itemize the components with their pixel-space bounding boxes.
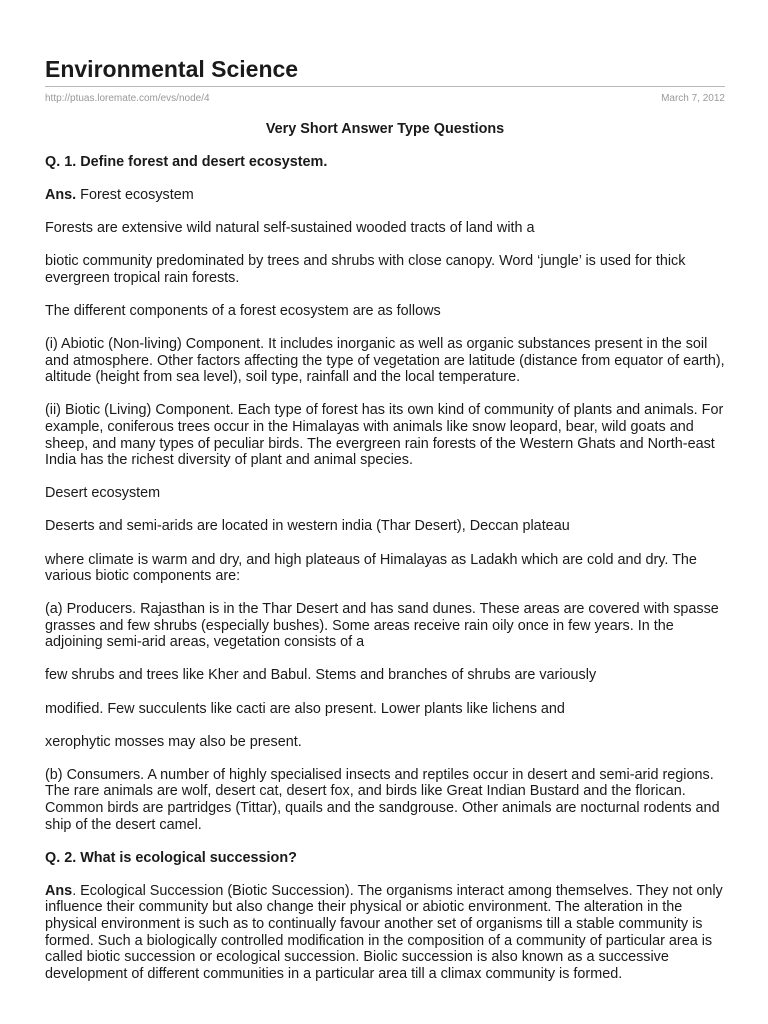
paragraph-desert-succulents: modified. Few succulents like cacti are also present. Lower plants like lichens and [45,700,565,717]
header-divider [45,86,725,87]
answer-2 [45,883,725,983]
paragraph-desert-producers: (a) Producers. Rajasthan is in the Thar Desert and has sand dunes. These areas are covered with spasse grasses and few shrubs (especially bushes). Some areas receive rain oily once in few years. In the adjoining semi-arid areas, vegetation consists of a [45,601,719,651]
paragraph-forest-definition: Forests are extensive wild natural self-sustained wooded tracts of land with a [45,220,535,237]
question-1: Q. 1. Define forest and desert ecosystem. [45,154,328,171]
answer-label: Ans [45,882,73,899]
document-date: March 7, 2012 [661,93,725,104]
paragraph-desert-heading: Desert ecosystem [45,485,161,502]
paragraph-forest-community: biotic community predominated by trees and shrubs with close canopy. Word ‘jungle’ is used for thick evergreen tropical rain forests. [45,253,686,286]
paragraph-desert-consumers: (b) Consumers. A number of highly specialised insects and reptiles occur in desert and semi-arid regions. The rare animals are wolf, desert cat, desert fox, and birds like Great Indian Bustard and the florican. Common birds are partridges (Tittar), quails and the sandgrouse. Other animals are nocturnal rodents and ship of the desert camel. [45,766,720,833]
answer-label: Ans. [45,187,77,204]
paragraph-desert-climate: where climate is warm and dry, and high plateaus of Himalayas as Ladakh which are cold and dry. The various biotic components are: [45,551,697,585]
paragraph-forest-abiotic: (i) Abiotic (Non-living) Component. It includes inorganic as well as organic substances present in the soil and atmosphere. Other factors affecting the type of vegetation are latitude (distance from equator of earth), altitude (height from sea level), soil type, rainfall and the local temperature. [45,336,725,386]
document-title: Environmental Science [45,56,299,82]
paragraph-desert-location: Deserts and semi-arids are located in western india (Thar Desert), Deccan plateau [45,518,570,535]
source-url: http://ptuas.loremate.com/evs/node/4 [45,93,210,104]
paragraph-forest-biotic: (ii) Biotic (Living) Component. Each type of forest has its own kind of community of plants and animals. For example, coniferous trees occur in the Himalayas with animals like snow leopard, bear, wild goats and sheep, and many types of peculiar birds. The evergreen rain forests of the Western Ghats and North-east India has the richest diversity of plant and animal species. [45,402,724,469]
section-heading: Very Short Answer Type Questions [265,121,505,137]
question-2: Q. 2. What is ecological succession? [45,849,297,866]
answer-2-text: . Ecological Succession (Biotic Succession). The organisms interact among themselves. They not only influence their community but also change their physical or abiotic environment. The alteration in the physical environment is such as to continually favour another set of organisms till a stable community is formed. Such a biologically controlled modification in the composition of a community of particular area is called biotic succession or ecological succession. Biolic succession is also known as a successive development of different communities in a particular area till a climax community is formed. [45,882,723,982]
answer-1-intro [45,187,725,204]
answer-1-text: Forest ecosystem [76,187,194,204]
paragraph-desert-mosses: xerophytic mosses may also be present. [45,733,302,750]
document-body [45,121,725,999]
paragraph-forest-components: The different components of a forest ecosystem are as follows [45,303,441,320]
paragraph-desert-shrubs: few shrubs and trees like Kher and Babul. Stems and branches of shrubs are variously [45,667,597,684]
